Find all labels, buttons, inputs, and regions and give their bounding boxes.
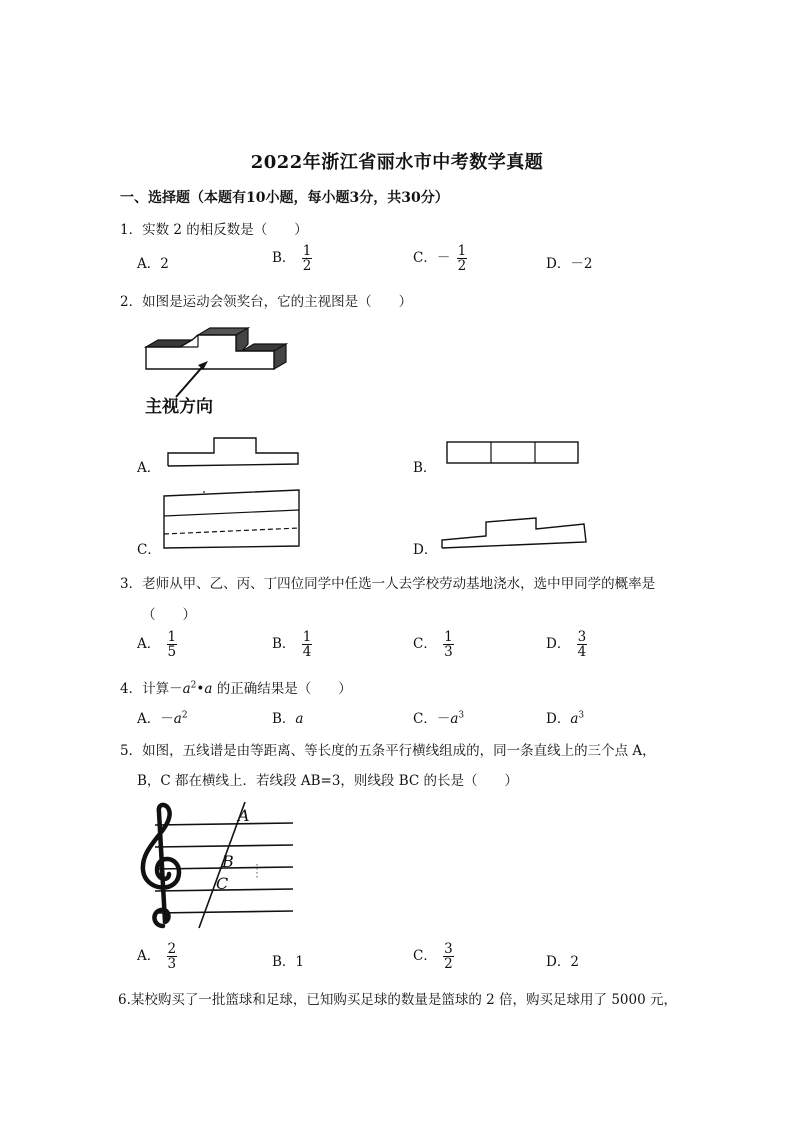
q5-option-b: B．1 [272,954,305,970]
q1-option-d: D．－2 [546,256,593,272]
q2-option-a-label: A． [137,460,161,476]
q2-option-a-figure [166,436,302,470]
q4-option-a: A．$-a^2$ [137,710,188,727]
point-a-label: A [238,806,250,825]
q5-option-a: A． $\frac{2}{3}$ [137,941,177,973]
q4-option-b: B．a [272,711,304,727]
question-6-stem: 6.某校购买了一批篮球和足球，已知购买足球的数量是篮球的 2 倍，购买足球用了 5000 元， [118,992,677,1008]
q4-option-c: C．$-a^3$ [413,710,465,727]
q1-option-a: A．2 [137,256,169,272]
question-3-stem: 3．老师从甲、乙、丙、丁四位同学中任选一人去学校劳动基地浇水，选中甲同学的概率是 [120,576,656,592]
q2-option-d-label: D． [413,542,438,558]
view-direction-caption: 主视方向 [145,397,213,417]
music-staff-figure [135,800,300,930]
q3-option-b: B． $\frac{1}{4}$ [272,629,312,661]
question-1-stem: 1．实数 2 的相反数是（ ） [120,222,308,238]
q3-option-c: C． $\frac{1}{3}$ [413,629,453,661]
q1-option-b: B． $\frac{1}{2}$ [272,243,312,275]
q3-option-d: D． $\frac{3}{4}$ [546,629,587,661]
q2-option-c-label: C． [137,542,161,558]
document-title: 2022年浙江省丽水市中考数学真题 [250,152,544,173]
point-b-label: B [222,852,234,871]
question-5-stem-line2: B，C 都在横线上．若线段 AB=3，则线段 BC 的长是（ ） [137,773,518,789]
question-3-stem-continued: （ ） [142,607,196,623]
q5-option-c: C． $\frac{3}{2}$ [413,941,453,973]
q1-option-c: C．－ $\frac{1}{2}$ [413,243,467,275]
question-5-stem-line1: 5．如图，五线谱是由等距离、等长度的五条平行横线组成的，同一条直线上的三个点 A， [120,743,656,759]
section-heading: 一、选择题（本题有10小题，每小题3分，共30分） [120,190,449,206]
podium-figure [140,325,300,385]
q2-option-b-label: B． [413,460,437,476]
question-2-stem: 2．如图是运动会领奖台，它的主视图是（ ） [120,294,413,310]
point-c-label: C [216,874,229,893]
q2-option-c-figure [162,488,302,550]
question-4-stem: 4．计算$-a^2•a$ 的正确结果是（ ） [120,680,352,697]
q5-option-d: D．2 [546,954,579,970]
q2-option-b-figure [445,440,581,466]
q2-option-d-figure [440,516,590,552]
q3-option-a: A． $\frac{1}{5}$ [137,629,177,661]
q4-option-d: D．$a^3$ [546,710,585,727]
